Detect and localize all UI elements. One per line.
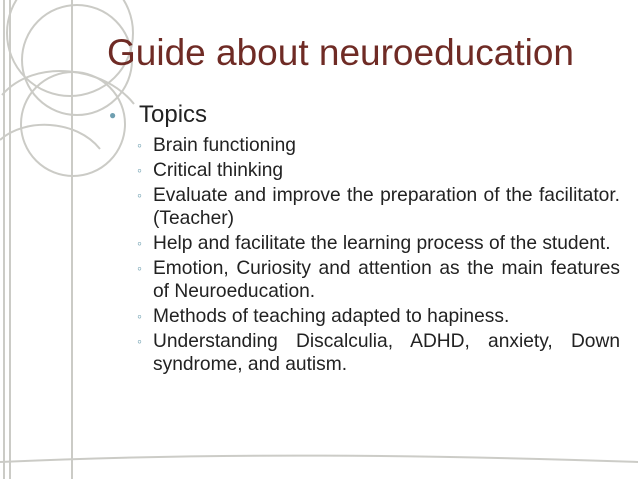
- topic-text: Emotion, Curiosity and attention as the main features of Neuroeducation.: [153, 258, 620, 302]
- topic-text: Methods of teaching adapted to hapiness.: [153, 306, 510, 327]
- topic-text: Help and facilitate the learning process of the student.: [153, 233, 611, 254]
- topic-text: Critical thinking: [153, 160, 284, 181]
- bullet-hollow-circle-icon: ◦: [137, 308, 142, 324]
- bullet-hollow-circle-icon: ◦: [137, 235, 142, 251]
- topic-text: Brain functioning: [153, 135, 296, 156]
- topic-item-critical-thinking: [137, 159, 620, 182]
- topic-item-emotion: [137, 257, 620, 303]
- bullet-hollow-circle-icon: ◦: [137, 137, 142, 153]
- topic-item-facilitator: [137, 184, 620, 230]
- topic-text: Evaluate and improve the preparation of the facilitator. (Teacher): [153, 185, 620, 229]
- bullet-filled-circle-icon: ●: [109, 108, 117, 122]
- bullet-hollow-circle-icon: ◦: [137, 162, 142, 178]
- topic-item-brain-functioning: [137, 134, 620, 157]
- bullet-hollow-circle-icon: ◦: [137, 333, 142, 349]
- topics-list-item: [105, 100, 620, 130]
- slide-title: Guide about neuroeducation: [107, 32, 574, 73]
- slide-content: [105, 100, 620, 378]
- topic-text: Understanding Discalculia, ADHD, anxiety, Down syndrome, and autism.: [153, 331, 620, 375]
- topics-label: Topics: [139, 101, 208, 128]
- bullet-hollow-circle-icon: ◦: [137, 187, 142, 203]
- topic-item-methods: [137, 305, 620, 328]
- topic-item-learning-process: [137, 232, 620, 255]
- bullet-hollow-circle-icon: ◦: [137, 260, 142, 276]
- topics-sublist: [105, 134, 620, 376]
- topic-item-understanding: [137, 330, 620, 376]
